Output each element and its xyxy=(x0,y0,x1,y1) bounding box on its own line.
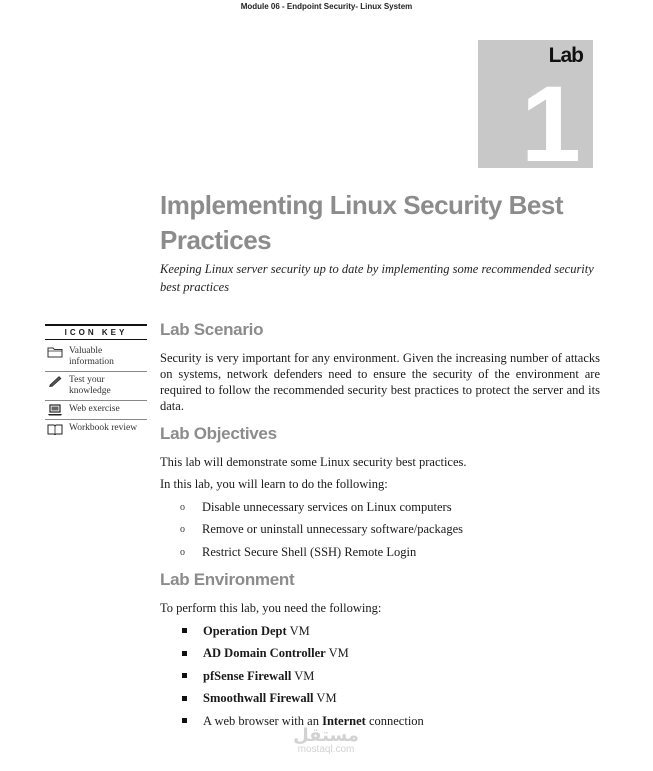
square-bullet-icon xyxy=(182,696,191,702)
book-icon xyxy=(47,423,63,435)
vm-suffix: VM xyxy=(286,623,310,638)
icon-key-label: Web exercise xyxy=(69,404,120,414)
objectives-intro: This lab will demonstrate some Linux security best practices. xyxy=(160,455,467,469)
square-bullet-icon xyxy=(182,628,191,634)
list-item xyxy=(180,519,463,542)
lab-badge xyxy=(478,40,593,184)
icon-key-item xyxy=(45,372,147,401)
running-head: Module 06 - Endpoint Security- Linux System xyxy=(240,2,413,11)
icon-key-label: Workbook review xyxy=(69,423,138,433)
lab-badge-word: Lab xyxy=(548,44,583,67)
watermark-arabic: مستقل xyxy=(293,725,359,745)
scenario-text: Security is very important for any environment. Given the increasing number of attacks on systems, network defenders need to ensure the security of the environment are required to follow the recommended security best practices to protect the server and its data. xyxy=(160,351,600,413)
page-subtitle: Keeping Linux server security up to date by implementing some recommended security best practices xyxy=(160,262,594,294)
list-item xyxy=(180,496,463,519)
list-item xyxy=(180,541,463,564)
item-bold: Internet xyxy=(322,713,366,728)
objective-text: Restrict Secure Shell (SSH) Remote Login xyxy=(202,544,417,559)
icon-key-item xyxy=(45,401,147,420)
pencil-icon xyxy=(47,375,63,387)
icon-key-heading: ICON KEY xyxy=(45,324,147,340)
icon-key-label: Test your knowledge xyxy=(69,375,111,396)
vm-name: Smoothwall Firewall xyxy=(203,691,314,706)
page-title: Implementing Linux Security Best Practices xyxy=(160,190,563,255)
vm-suffix: VM xyxy=(313,691,337,706)
square-bullet-icon xyxy=(182,718,191,724)
folder-icon xyxy=(47,346,63,358)
objectives-heading: Lab Objectives xyxy=(160,424,277,443)
environment-heading: Lab Environment xyxy=(160,570,295,589)
icon-key-item xyxy=(45,343,147,372)
circle-bullet-icon: o xyxy=(180,524,185,536)
icon-key-item xyxy=(45,420,147,438)
list-item xyxy=(180,620,424,643)
item-suffix: connection xyxy=(365,713,424,728)
objectives-list xyxy=(180,496,463,564)
vm-name: AD Domain Controller xyxy=(203,646,326,661)
environment-lead: To perform this lab, you need the following: xyxy=(160,601,382,615)
objective-text: Remove or uninstall unnecessary software/packages xyxy=(202,522,464,537)
watermark xyxy=(286,726,366,756)
scenario-heading: Lab Scenario xyxy=(160,320,264,339)
list-item xyxy=(180,665,424,688)
objective-text: Disable unnecessary services on Linux computers xyxy=(202,499,452,514)
vm-name: pfSense Firewall xyxy=(203,668,292,683)
icon-key-panel xyxy=(45,324,147,438)
square-bullet-icon xyxy=(182,651,191,657)
watermark-latin: mostaql.com xyxy=(297,744,355,755)
list-item xyxy=(180,688,424,711)
laptop-icon xyxy=(47,404,63,416)
vm-suffix: VM xyxy=(291,668,315,683)
circle-bullet-icon: o xyxy=(180,546,185,558)
item-prefix: A web browser with an xyxy=(203,713,323,728)
vm-name: Operation Dept xyxy=(203,623,287,638)
environment-list xyxy=(180,620,424,733)
vm-suffix: VM xyxy=(325,646,349,661)
square-bullet-icon xyxy=(182,673,191,679)
objectives-lead: In this lab, you will learn to do the following: xyxy=(160,477,388,491)
lab-badge-number: 1 xyxy=(520,63,581,184)
list-item xyxy=(180,643,424,666)
circle-bullet-icon: o xyxy=(180,501,185,513)
icon-key-label: Valuable information xyxy=(69,346,114,367)
